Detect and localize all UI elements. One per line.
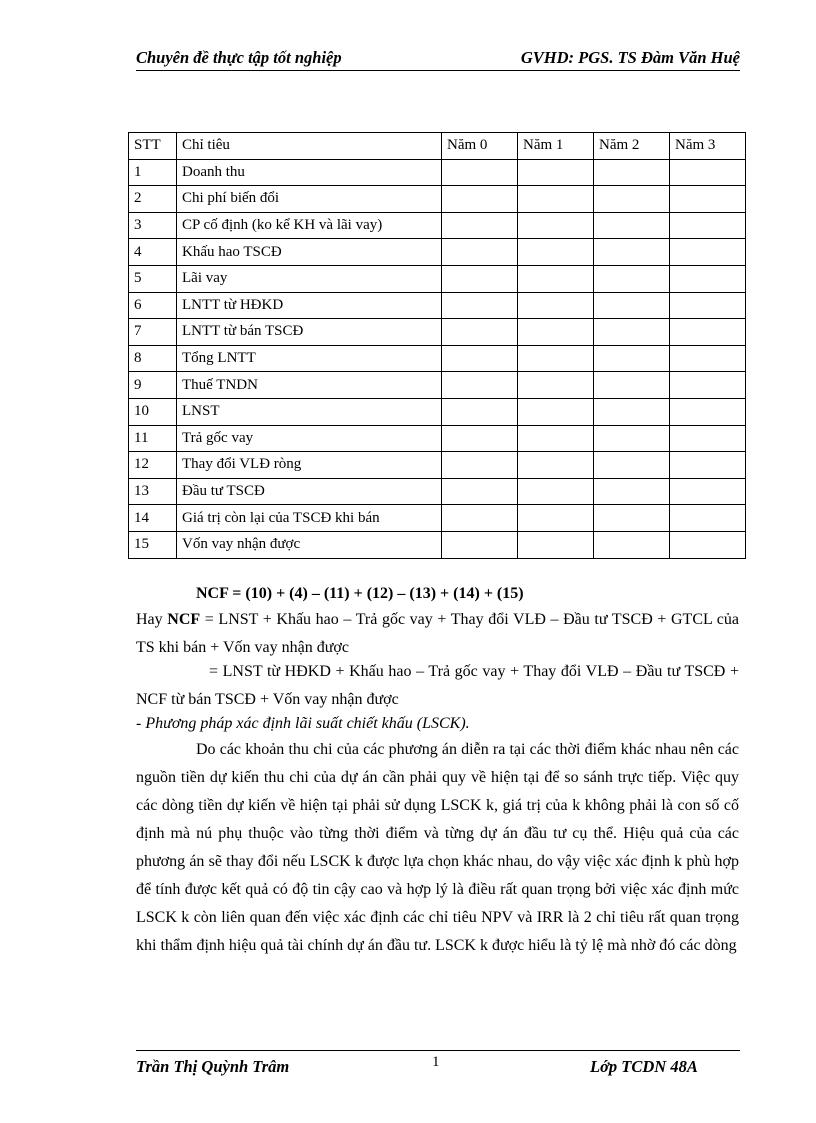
- row-year-2-cell: [594, 531, 670, 558]
- row-year-0-cell: [442, 345, 518, 372]
- row-indicator: Thay đổi VLĐ ròng: [177, 452, 442, 479]
- row-year-1-cell: [518, 292, 594, 319]
- row-year-2-cell: [594, 425, 670, 452]
- row-year-0-cell: [442, 452, 518, 479]
- row-indicator: Thuế TNDN: [177, 372, 442, 399]
- row-stt: 13: [129, 478, 177, 505]
- table-row: [129, 265, 746, 292]
- row-stt: 5: [129, 265, 177, 292]
- table-row: [129, 186, 746, 213]
- ncf-definition-paragraph: [136, 606, 739, 662]
- row-year-3-cell: [670, 159, 746, 186]
- row-year-1-cell: [518, 345, 594, 372]
- row-stt: 2: [129, 186, 177, 213]
- header-supervisor: GVHD: PGS. TS Đàm Văn Huệ: [520, 48, 740, 67]
- row-year-3-cell: [670, 239, 746, 266]
- table-row: [129, 372, 746, 399]
- row-year-1-cell: [518, 505, 594, 532]
- row-indicator: Đầu tư TSCĐ: [177, 478, 442, 505]
- table-row: [129, 212, 746, 239]
- row-year-2-cell: [594, 265, 670, 292]
- row-year-1-cell: [518, 398, 594, 425]
- column-header-year-3: Năm 3: [670, 133, 746, 160]
- row-year-0-cell: [442, 265, 518, 292]
- table-row: [129, 452, 746, 479]
- row-stt: 4: [129, 239, 177, 266]
- row-year-2-cell: [594, 398, 670, 425]
- row-indicator: LNST: [177, 398, 442, 425]
- p1-rest: = LNST + Khấu hao – Trả gốc vay + Thay đổi VLĐ – Đầu tư TSCĐ + GTCL của TS khi bán + Vốn vay nhận được: [136, 611, 740, 656]
- row-year-0-cell: [442, 425, 518, 452]
- row-year-1-cell: [518, 159, 594, 186]
- row-indicator: Khấu hao TSCĐ: [177, 239, 442, 266]
- row-year-3-cell: [670, 505, 746, 532]
- row-indicator: Lãi vay: [177, 265, 442, 292]
- row-stt: 6: [129, 292, 177, 319]
- row-year-3-cell: [670, 265, 746, 292]
- table-row: [129, 319, 746, 346]
- discount-rate-heading: - Phương pháp xác định lãi suất chiết khấu (LSCK).: [136, 715, 470, 732]
- row-year-0-cell: [442, 478, 518, 505]
- row-year-0-cell: [442, 319, 518, 346]
- row-year-0-cell: [442, 212, 518, 239]
- row-year-3-cell: [670, 212, 746, 239]
- footer-author: Trần Thị Quỳnh Trâm: [136, 1057, 290, 1076]
- row-year-1-cell: [518, 212, 594, 239]
- table-row: [129, 398, 746, 425]
- row-year-1-cell: [518, 425, 594, 452]
- row-indicator: CP cố định (ko kể KH và lãi vay): [177, 212, 442, 239]
- row-year-3-cell: [670, 452, 746, 479]
- row-year-2-cell: [594, 212, 670, 239]
- row-year-0-cell: [442, 292, 518, 319]
- row-year-3-cell: [670, 292, 746, 319]
- row-year-0-cell: [442, 186, 518, 213]
- row-year-0-cell: [442, 159, 518, 186]
- row-year-2-cell: [594, 292, 670, 319]
- row-indicator: Trả gốc vay: [177, 425, 442, 452]
- row-indicator: Tổng LNTT: [177, 345, 442, 372]
- column-header-year-0: Năm 0: [442, 133, 518, 160]
- row-year-2-cell: [594, 345, 670, 372]
- row-year-2-cell: [594, 319, 670, 346]
- table-row: [129, 239, 746, 266]
- p1-ncf-term: NCF: [167, 611, 201, 628]
- row-year-3-cell: [670, 319, 746, 346]
- row-stt: 14: [129, 505, 177, 532]
- row-stt: 3: [129, 212, 177, 239]
- row-indicator: LNTT từ HĐKD: [177, 292, 442, 319]
- row-stt: 11: [129, 425, 177, 452]
- row-year-2-cell: [594, 478, 670, 505]
- row-stt: 1: [129, 159, 177, 186]
- row-indicator: Vốn vay nhận được: [177, 531, 442, 558]
- column-header-indicator: Chỉ tiêu: [177, 133, 442, 160]
- row-year-1-cell: [518, 452, 594, 479]
- row-year-1-cell: [518, 186, 594, 213]
- row-year-0-cell: [442, 505, 518, 532]
- ncf-alternative-paragraph: = LNST từ HĐKD + Khấu hao – Trả gốc vay + Thay đổi VLĐ – Đầu tư TSCĐ + NCF từ bán TSCĐ + Vốn vay nhận được: [136, 663, 739, 708]
- row-year-0-cell: [442, 372, 518, 399]
- ncf-formula: NCF = (10) + (4) – (11) + (12) – (13) + (14) + (15): [196, 585, 524, 602]
- row-stt: 9: [129, 372, 177, 399]
- row-year-3-cell: [670, 425, 746, 452]
- row-year-1-cell: [518, 531, 594, 558]
- row-year-2-cell: [594, 186, 670, 213]
- table-row: [129, 425, 746, 452]
- footer-divider: [136, 1050, 740, 1051]
- row-year-2-cell: [594, 239, 670, 266]
- row-year-3-cell: [670, 478, 746, 505]
- row-year-3-cell: [670, 531, 746, 558]
- row-year-1-cell: [518, 319, 594, 346]
- page-number: 1: [432, 1054, 440, 1070]
- row-year-3-cell: [670, 372, 746, 399]
- table-row: [129, 292, 746, 319]
- column-header-year-2: Năm 2: [594, 133, 670, 160]
- table-row: [129, 345, 746, 372]
- column-header-year-1: Năm 1: [518, 133, 594, 160]
- cash-flow-table: [128, 132, 746, 559]
- row-year-1-cell: [518, 239, 594, 266]
- row-year-3-cell: [670, 345, 746, 372]
- row-stt: 12: [129, 452, 177, 479]
- row-year-0-cell: [442, 239, 518, 266]
- p1-prefix: Hay: [136, 611, 168, 628]
- column-header-stt: STT: [129, 133, 177, 160]
- row-year-1-cell: [518, 478, 594, 505]
- row-stt: 10: [129, 398, 177, 425]
- row-indicator: Chi phí biến đổi: [177, 186, 442, 213]
- table-row: [129, 159, 746, 186]
- row-year-2-cell: [594, 372, 670, 399]
- row-year-2-cell: [594, 505, 670, 532]
- row-stt: 7: [129, 319, 177, 346]
- footer-class: Lớp TCDN 48A: [590, 1057, 698, 1076]
- discount-rate-paragraph: Do các khoản thu chi của các phương án diễn ra tại các thời điểm khác nhau nên các nguồn tiền dự kiến thu chi của dự án cần phải quy về hiện tại để so sánh trực tiếp. Việc quy các dòng tiền dự kiến về hiện tại phải sử dụng LSCK k, giá trị của k không phải là con số cố định mà nú phụ thuộc vào từng thời điểm và từng dự án đầu tư cụ thể. Hiệu quả của các phương án sẽ thay đổi nếu LSCK k được lựa chọn khác nhau, do vậy việc xác định k phù hợp để tính được kết quả có độ tin cậy cao và hợp lý là điều rất quan trọng bởi việc xác định mức LSCK k còn liên quan đến việc xác định các chỉ tiêu NPV và IRR là 2 chỉ tiêu rất quan trọng khi thẩm định hiệu quả tài chính dự án đầu tư. LSCK k được hiểu là tỷ lệ mà nhờ đó các dòng: [136, 741, 739, 954]
- table-row: [129, 478, 746, 505]
- row-stt: 15: [129, 531, 177, 558]
- row-year-2-cell: [594, 159, 670, 186]
- row-year-3-cell: [670, 398, 746, 425]
- row-stt: 8: [129, 345, 177, 372]
- row-year-0-cell: [442, 398, 518, 425]
- page-header: [136, 48, 740, 71]
- row-indicator: Giá trị còn lại của TSCĐ khi bán: [177, 505, 442, 532]
- row-indicator: Doanh thu: [177, 159, 442, 186]
- table-row: [129, 531, 746, 558]
- row-year-2-cell: [594, 452, 670, 479]
- row-year-1-cell: [518, 372, 594, 399]
- row-indicator: LNTT từ bán TSCĐ: [177, 319, 442, 346]
- header-title: Chuyên đề thực tập tốt nghiệp: [136, 48, 342, 67]
- table-header-row: [129, 133, 746, 160]
- row-year-3-cell: [670, 186, 746, 213]
- table-row: [129, 505, 746, 532]
- row-year-0-cell: [442, 531, 518, 558]
- row-year-1-cell: [518, 265, 594, 292]
